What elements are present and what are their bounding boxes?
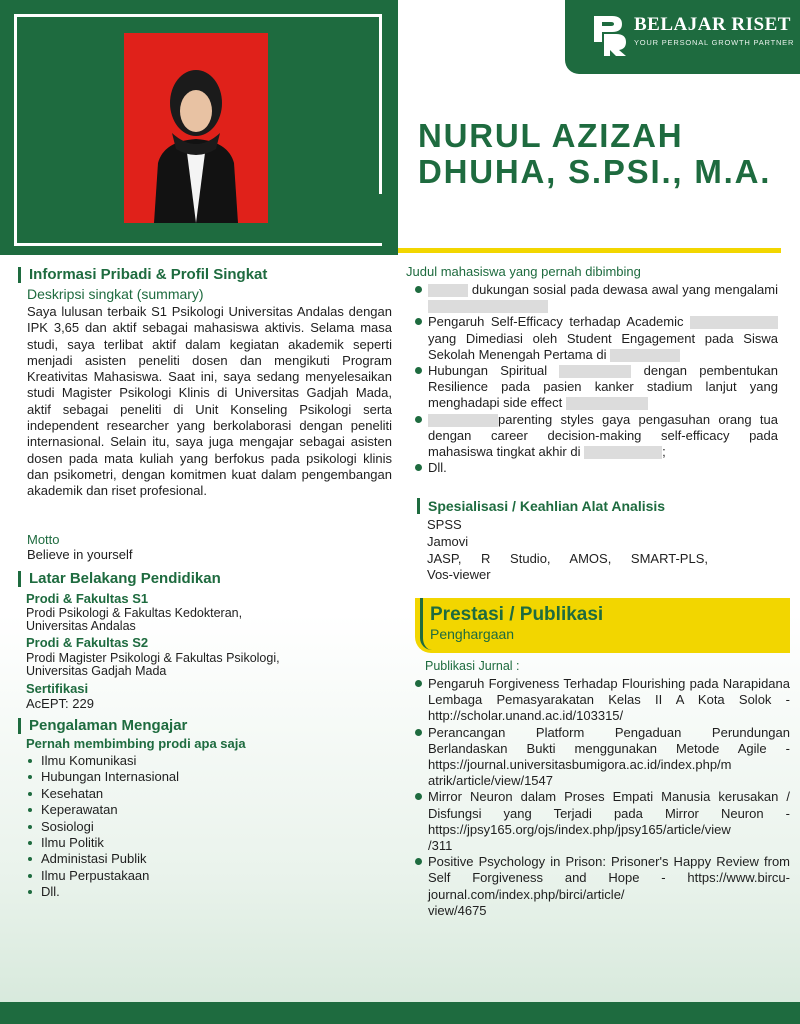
list-item: Pengaruh Self-Efficacy terhadap Academic yang Dimediasi oleh Student Engagement pada Siswa Sekolah Menengah Pertama di bbox=[414, 314, 778, 363]
publication-list bbox=[414, 676, 790, 919]
s2-line-2: Universitas Gadjah Mada bbox=[26, 664, 167, 678]
list-item: Hubungan Spiritual dengan pembentukan Resilience pada pasien kanker stadium lanjut yang menghadapi side effect bbox=[414, 363, 778, 412]
name-line-1: NURUL AZIZAH bbox=[418, 117, 684, 154]
redacted-block bbox=[566, 397, 648, 410]
accent-divider bbox=[398, 248, 781, 253]
list-item: parenting styles gaya pengasuhan orang tua dengan career decision-making self-efficacy pada mahasiswa tingkat akhir di ; bbox=[414, 412, 778, 461]
redacted-block bbox=[610, 349, 680, 362]
list-item: Sosiologi bbox=[26, 819, 179, 835]
profile-subtitle: Deskripsi singkat (summary) bbox=[27, 286, 204, 302]
achievements-title: Prestasi / Publikasi bbox=[430, 604, 604, 625]
list-item: Hubungan Internasional bbox=[26, 769, 179, 785]
motto-label: Motto bbox=[27, 532, 60, 547]
list-item: Administasi Publik bbox=[26, 851, 179, 867]
brand-title: BELAJAR RISET bbox=[634, 14, 791, 35]
teaching-list bbox=[26, 753, 179, 901]
skill-line-4: Vos-viewer bbox=[427, 567, 491, 582]
profile-photo bbox=[124, 33, 268, 223]
list-item: Ilmu Politik bbox=[26, 835, 179, 851]
list-item: Pengaruh Forgiveness Terhadap Flourishing pada Narapidana Lembaga Pemasyarakatan Kelas II A Kota Solok - http://scholar.unand.ac.id/103315/ bbox=[414, 676, 790, 725]
cert-value: AcEPT: 229 bbox=[26, 696, 94, 711]
brand-subtitle: YOUR PERSONAL GROWTH PARTNER bbox=[634, 38, 795, 47]
list-item: Kesehatan bbox=[26, 786, 179, 802]
redacted-block bbox=[428, 414, 498, 427]
person-name bbox=[418, 118, 771, 190]
s1-line-2: Universitas Andalas bbox=[26, 619, 136, 633]
list-item: Dll. bbox=[26, 884, 179, 900]
redacted-block bbox=[428, 300, 548, 313]
supervised-list bbox=[414, 282, 778, 476]
list-item: Keperawatan bbox=[26, 802, 179, 818]
list-item: Perancangan Platform Pengaduan Perundungan Berlandaskan Bukti menggunakan Metode Agile - https://journal.universitasbumigora.ac.id/index.php/m atrik/article/view/1547 bbox=[414, 725, 790, 790]
person-silhouette-icon bbox=[124, 33, 268, 223]
skills-section-title: Spesialisasi / Keahlian Alat Analisis bbox=[417, 498, 665, 514]
cert-label: Sertifikasi bbox=[26, 681, 89, 696]
s1-label: Prodi & Fakultas S1 bbox=[26, 591, 149, 606]
skill-line-1: SPSS bbox=[427, 517, 462, 532]
list-item: Positive Psychology in Prison: Prisoner's Happy Review from Self Forgiveness and Hope - https://www.bircu-journal.com/index.php/birci/article/ view/4675 bbox=[414, 854, 790, 919]
list-item: Mirror Neuron dalam Proses Empati Manusia kerusakan / Disfungsi yang Terjadi pada Mirror Neuron - https://jpsy165.org/ojs/index.php/jpsy165/article/view /311 bbox=[414, 789, 790, 854]
teaching-subtitle: Pernah membimbing prodi apa saja bbox=[26, 736, 246, 751]
motto-text: Believe in yourself bbox=[27, 547, 133, 562]
profile-summary: Saya lulusan terbaik S1 Psikologi Universitas Andalas dengan IPK 3,65 dan aktif sebagai mahasiswa aktivis. Selama masa studi, saya terlibat aktif dalam kegiatan akademik seperti menjadi asisten peneliti dosen dan mengikuti Program Kreativitas Mahasiswa. Saat ini, saya sedang menyelesaikan studi Magister Psikologi Klinis di Universitas Gadjah Mada, aktif sebagai peneliti di Unit Konseling Psikologi serta independent researcher yang berkolaborasi dengan peneliti internasional. Selain itu, saya juga mengajar sebagai asisten dosen pada mata kuliah yang berfokus pada psikologi klinis dan psikometri, dengan komitmen kuat dalam pengembangan akademik dan riset profesional. bbox=[27, 304, 392, 499]
profile-section-title: Informasi Pribadi & Profil Singkat bbox=[18, 267, 267, 283]
brand-logo-icon bbox=[590, 12, 630, 58]
supervised-title: Judul mahasiswa yang pernah dibimbing bbox=[406, 264, 641, 279]
list-item: dukungan sosial pada dewasa awal yang mengalami bbox=[414, 282, 778, 314]
s2-line-1: Prodi Magister Psikologi & Fakultas Psikologi, bbox=[26, 651, 280, 665]
achievements-subtitle: Penghargaan bbox=[430, 626, 515, 642]
skill-line-3: JASP, R Studio, AMOS, SMART-PLS, bbox=[427, 551, 708, 566]
redacted-block bbox=[428, 284, 468, 297]
s2-label: Prodi & Fakultas S2 bbox=[26, 635, 149, 650]
education-section-title: Latar Belakang Pendidikan bbox=[18, 571, 221, 587]
list-item: Ilmu Perpustakaan bbox=[26, 868, 179, 884]
redacted-block bbox=[584, 446, 662, 459]
teaching-section-title: Pengalaman Mengajar bbox=[18, 718, 187, 734]
s1-line-1: Prodi Psikologi & Fakultas Kedokteran, bbox=[26, 606, 243, 620]
list-item: Ilmu Komunikasi bbox=[26, 753, 179, 769]
redacted-block bbox=[690, 316, 778, 329]
name-line-2: DHUHA, S.PSI., M.A. bbox=[418, 153, 772, 190]
journal-label: Publikasi Jurnal : bbox=[425, 659, 520, 673]
footer-bar bbox=[0, 1002, 800, 1024]
list-item: Dll. bbox=[414, 460, 778, 476]
skill-line-2: Jamovi bbox=[427, 534, 469, 549]
redacted-block bbox=[559, 365, 631, 378]
